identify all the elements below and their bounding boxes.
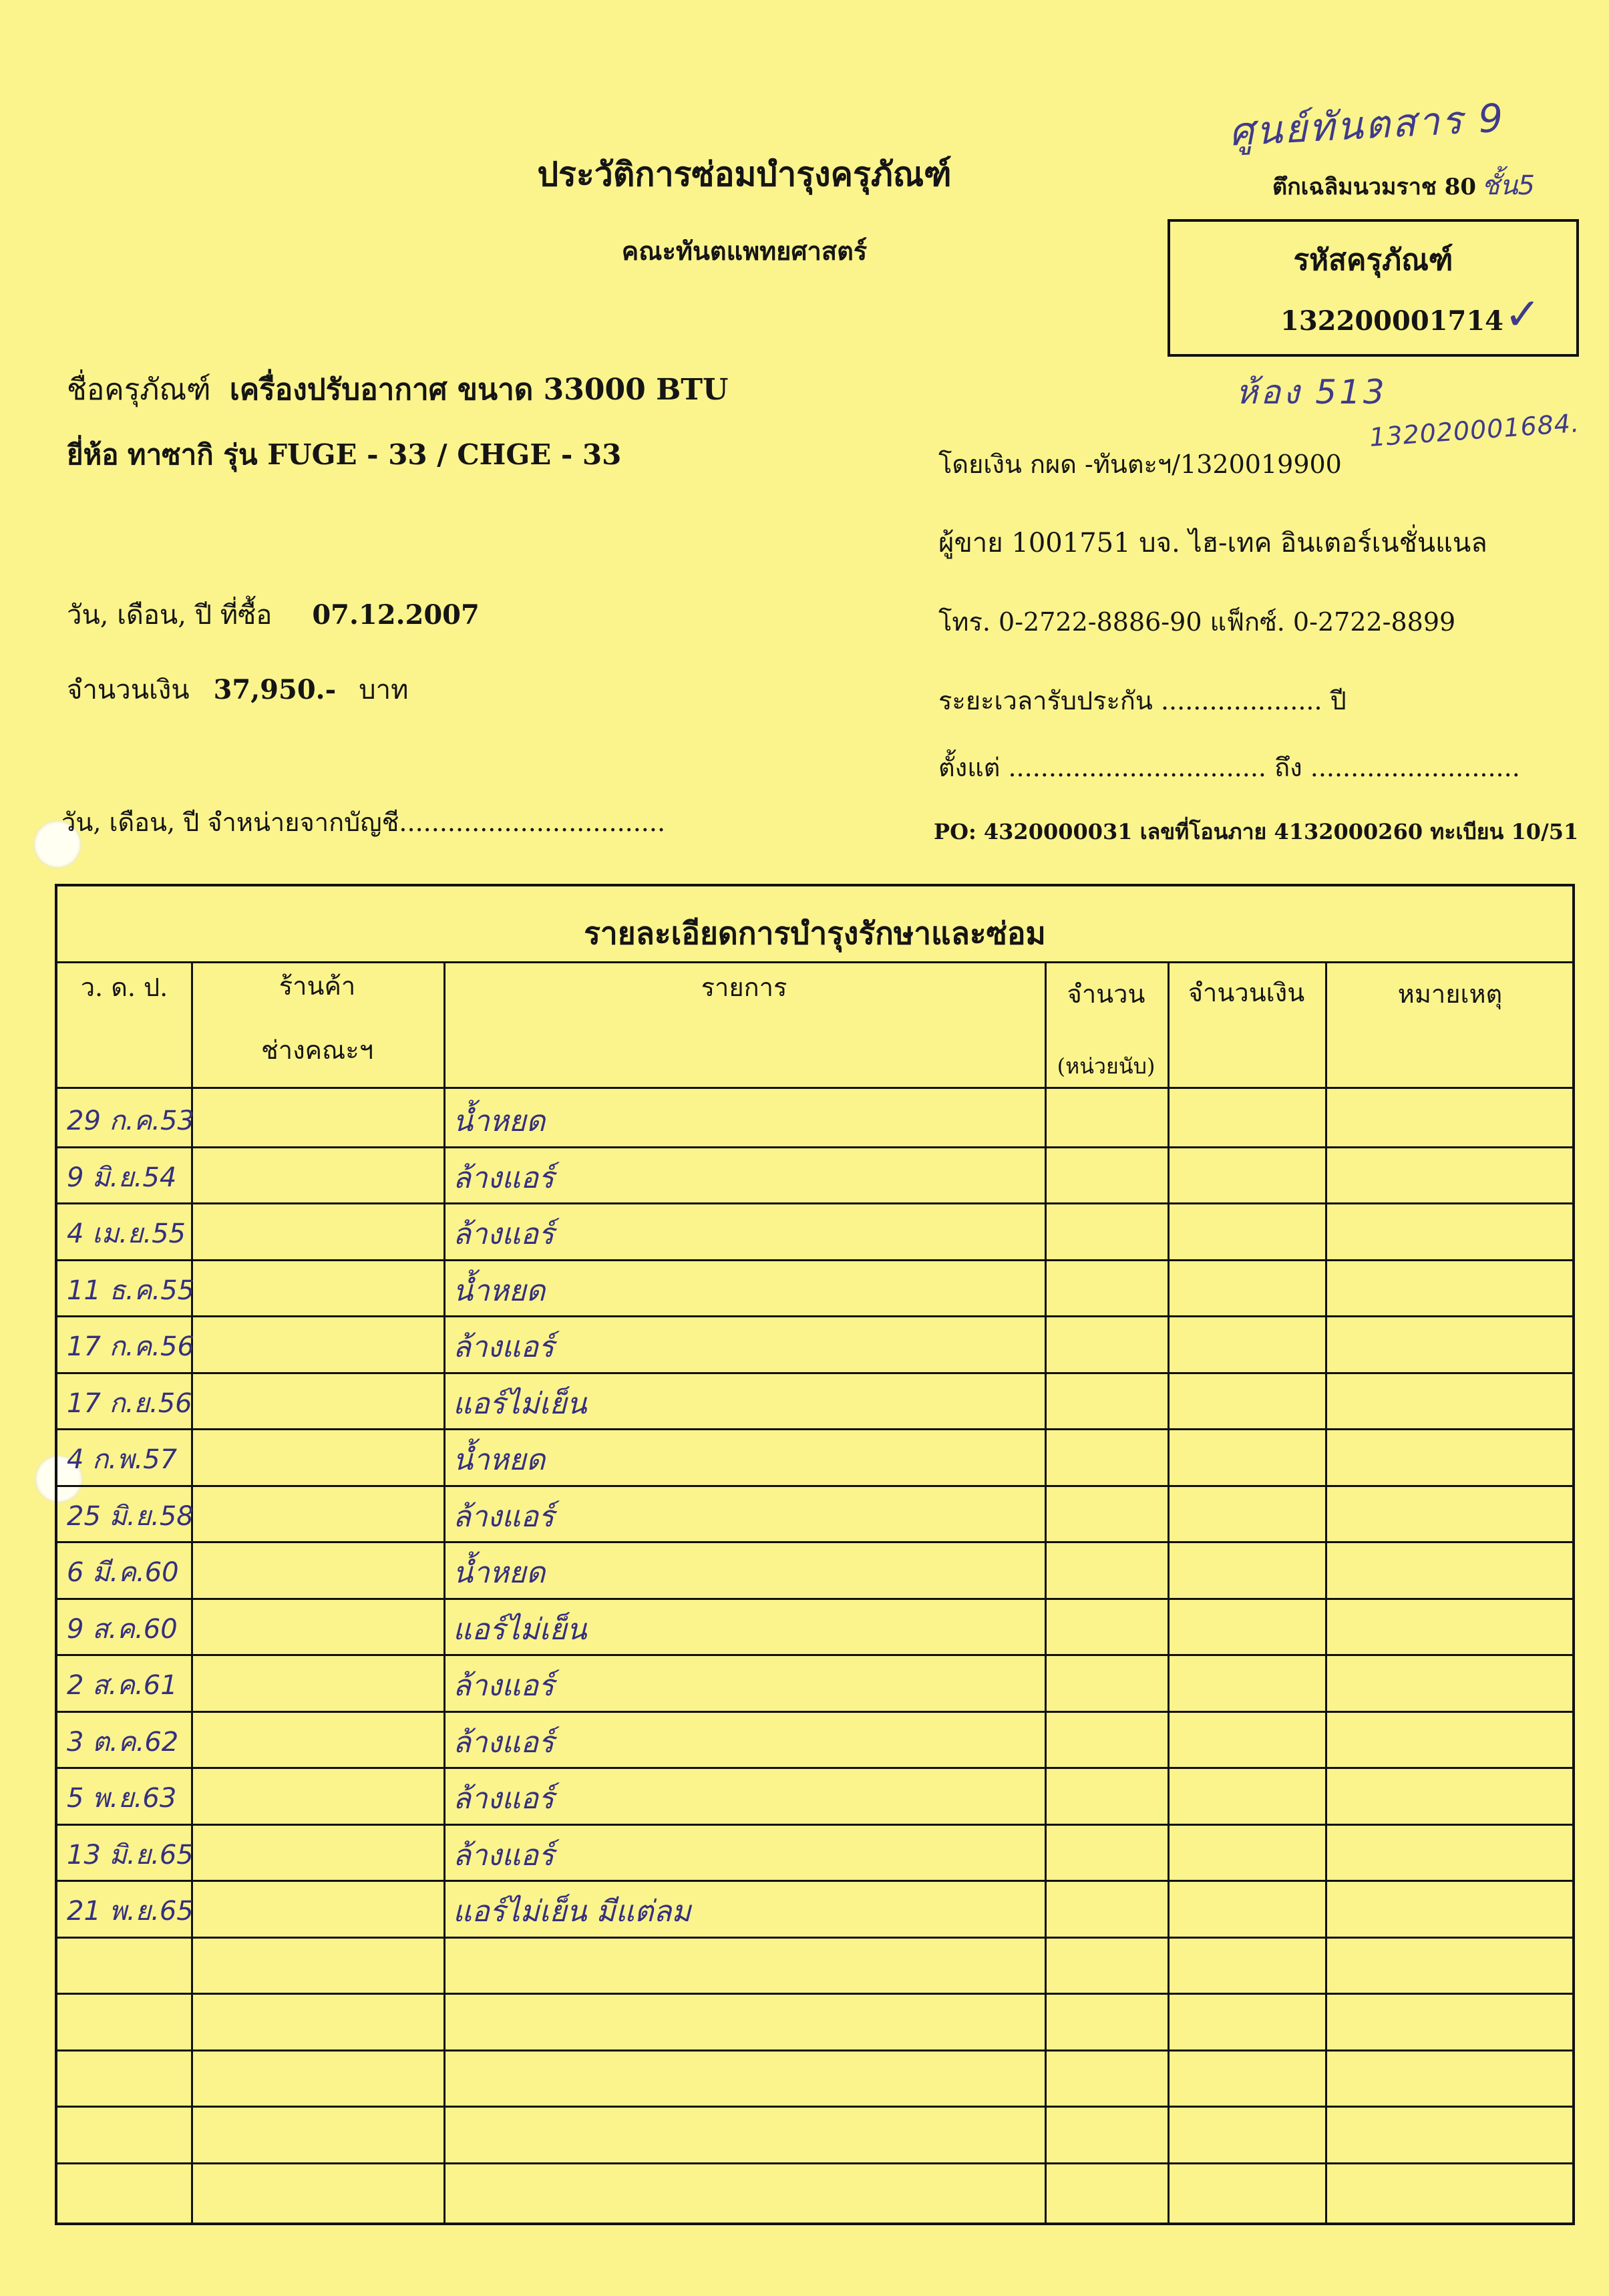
row-date: 3 ต.ค.62 bbox=[67, 1726, 179, 1758]
col-qty-unit: (หน่วยนับ) bbox=[1057, 1053, 1155, 1079]
row-item: น้ำหยด bbox=[453, 1443, 546, 1477]
building-label: ตึกเฉลิมนวมราช 80 bbox=[1272, 174, 1477, 200]
row-item: น้ำหยด bbox=[453, 1104, 546, 1138]
row-date: 5 พ.ย.63 bbox=[67, 1783, 177, 1814]
maintenance-table bbox=[55, 884, 1575, 2225]
row-rule bbox=[57, 2162, 1572, 2164]
amount-row bbox=[67, 668, 408, 711]
disposal-row: วัน, เดือน, ปี จำหน่ายจากบัญชี................................. bbox=[61, 808, 666, 837]
asset-name-value: เครื่องปรับอากาศ ขนาด 33000 BTU bbox=[229, 373, 729, 407]
column-rule bbox=[1045, 961, 1047, 2223]
row-rule bbox=[57, 1880, 1572, 1882]
row-date: 25 มิ.ย.58 bbox=[67, 1500, 194, 1532]
col-amount: จำนวนเงิน bbox=[1188, 978, 1305, 1007]
purchase-date-value: 07.12.2007 bbox=[312, 599, 480, 631]
col-note: หมายเหตุ bbox=[1397, 979, 1503, 1009]
row-date: 9 มิ.ย.54 bbox=[67, 1162, 177, 1193]
purchase-date-label: วัน, เดือน, ปี ที่ซื้อ bbox=[67, 600, 273, 631]
handwritten-room-note: ห้อง 513 bbox=[1236, 373, 1387, 412]
row-date: 6 มี.ค.60 bbox=[67, 1557, 179, 1588]
row-item: ล้างแอร์ bbox=[453, 1217, 554, 1251]
amount-label: จำนวนเงิน bbox=[67, 675, 190, 705]
row-date: 9 ส.ค.60 bbox=[67, 1613, 178, 1645]
row-item: แอร์ไม่เย็น มีแต่ลม bbox=[453, 1895, 691, 1929]
row-item: แอร์ไม่เย็น bbox=[453, 1386, 587, 1421]
row-rule bbox=[57, 1372, 1572, 1374]
form-subtitle: คณะทันตแพทยศาสตร์ bbox=[621, 236, 868, 266]
row-rule bbox=[57, 1654, 1572, 1656]
check-mark-icon: ✓ bbox=[1504, 289, 1542, 340]
row-rule bbox=[57, 1146, 1572, 1148]
row-date: 2 ส.ค.61 bbox=[67, 1670, 178, 1701]
row-rule bbox=[57, 1937, 1572, 1939]
row-rule bbox=[57, 1428, 1572, 1430]
row-rule bbox=[57, 2106, 1572, 2108]
col-qty: จำนวน bbox=[1067, 979, 1145, 1009]
row-rule bbox=[57, 2049, 1572, 2052]
row-date: 29 ก.ค.53 bbox=[67, 1106, 194, 1136]
row-date: 4 เม.ย.55 bbox=[67, 1218, 186, 1249]
handwritten-center-note: ศูนย์ทันตสาร 9 bbox=[1228, 95, 1506, 155]
row-rule bbox=[57, 1259, 1572, 1261]
row-rule bbox=[57, 1315, 1572, 1317]
row-rule bbox=[57, 1824, 1572, 1826]
row-item: ล้างแอร์ bbox=[453, 1160, 554, 1195]
brand-row bbox=[67, 433, 621, 477]
row-rule bbox=[57, 1541, 1572, 1543]
brand-value: ทาซากิ รุ่น FUGE - 33 / CHGE - 33 bbox=[127, 438, 622, 471]
col-shop-2: ช่างคณะฯ bbox=[260, 1035, 374, 1065]
asset-name-label: ชื่อครุภัณฑ์ bbox=[67, 373, 211, 407]
row-date: 13 มิ.ย.65 bbox=[67, 1839, 194, 1870]
row-item: น้ำหยด bbox=[453, 1556, 546, 1590]
handwritten-floor-note: ชั้น5 bbox=[1481, 170, 1535, 201]
row-rule bbox=[57, 1485, 1572, 1487]
row-rule bbox=[57, 1767, 1572, 1769]
row-rule bbox=[57, 1202, 1572, 1204]
column-rule bbox=[1325, 961, 1327, 2223]
row-date: 11 ธ.ค.55 bbox=[67, 1275, 195, 1306]
amount-unit: บาท bbox=[359, 675, 409, 705]
row-date: 21 พ.ย.65 bbox=[67, 1896, 194, 1927]
row-item: ล้างแอร์ bbox=[453, 1499, 554, 1534]
funding-row: โดยเงิน กผด -ทันตะฯ/1320019900 bbox=[938, 450, 1342, 479]
amount-value: 37,950.- bbox=[213, 674, 337, 705]
col-date: ว. ด. ป. bbox=[80, 973, 168, 1002]
header-top-rule bbox=[57, 961, 1572, 963]
po-row: PO: 4320000031 เลขที่โอนภาย 4132000260 ทะเบียน 10/51 bbox=[934, 819, 1579, 844]
row-item: ล้างแอร์ bbox=[453, 1838, 554, 1872]
row-item: แอร์ไม่เย็น bbox=[453, 1612, 587, 1647]
row-item: ล้างแอร์ bbox=[453, 1782, 554, 1816]
row-item: น้ำหยด bbox=[453, 1273, 546, 1308]
row-rule bbox=[57, 1598, 1572, 1600]
column-rule bbox=[443, 961, 445, 2223]
purchase-date-row bbox=[67, 593, 480, 636]
header-bottom-rule bbox=[57, 1087, 1572, 1089]
asset-code-label: รหัสครุภัณฑ์ bbox=[1293, 243, 1453, 277]
vendor-row: ผู้ขาย 1001751 บจ. ไฮ-เทค อินเตอร์เนชั่นแนล bbox=[938, 528, 1487, 558]
handwritten-alt-code: 132020001684. bbox=[1368, 408, 1581, 452]
phone-row: โทร. 0-2722-8886-90 แฟ็กซ์. 0-2722-8899 bbox=[938, 607, 1456, 637]
form-title: ประวัติการซ่อมบำรุงครุภัณฑ์ bbox=[537, 154, 952, 194]
warranty-range-row: ตั้งแต่ ................................ ถึง .......................... bbox=[938, 753, 1520, 782]
column-rule bbox=[191, 961, 193, 2223]
asset-code-box bbox=[1168, 219, 1579, 357]
asset-code-value: 132200001714 bbox=[1280, 305, 1503, 337]
row-date: 17 ก.ค.56 bbox=[67, 1331, 194, 1362]
row-item: ล้างแอร์ bbox=[453, 1669, 554, 1703]
row-date: 4 ก.พ.57 bbox=[67, 1444, 178, 1475]
row-rule bbox=[57, 1993, 1572, 1995]
asset-name-row bbox=[67, 366, 728, 413]
column-rule bbox=[1168, 961, 1170, 2223]
table-title: รายละเอียดการบำรุงรักษาและซ่อม bbox=[584, 915, 1046, 951]
row-item: ล้างแอร์ bbox=[453, 1330, 554, 1364]
row-rule bbox=[57, 1711, 1572, 1713]
col-shop: ร้านค้า bbox=[279, 971, 356, 1001]
row-item: ล้างแอร์ bbox=[453, 1725, 554, 1760]
brand-label: ยี่ห้อ bbox=[67, 438, 119, 471]
col-item: รายการ bbox=[701, 973, 787, 1002]
row-date: 17 ก.ย.56 bbox=[67, 1387, 192, 1419]
warranty-row: ระยะเวลารับประกัน .................... ปี bbox=[938, 686, 1347, 715]
